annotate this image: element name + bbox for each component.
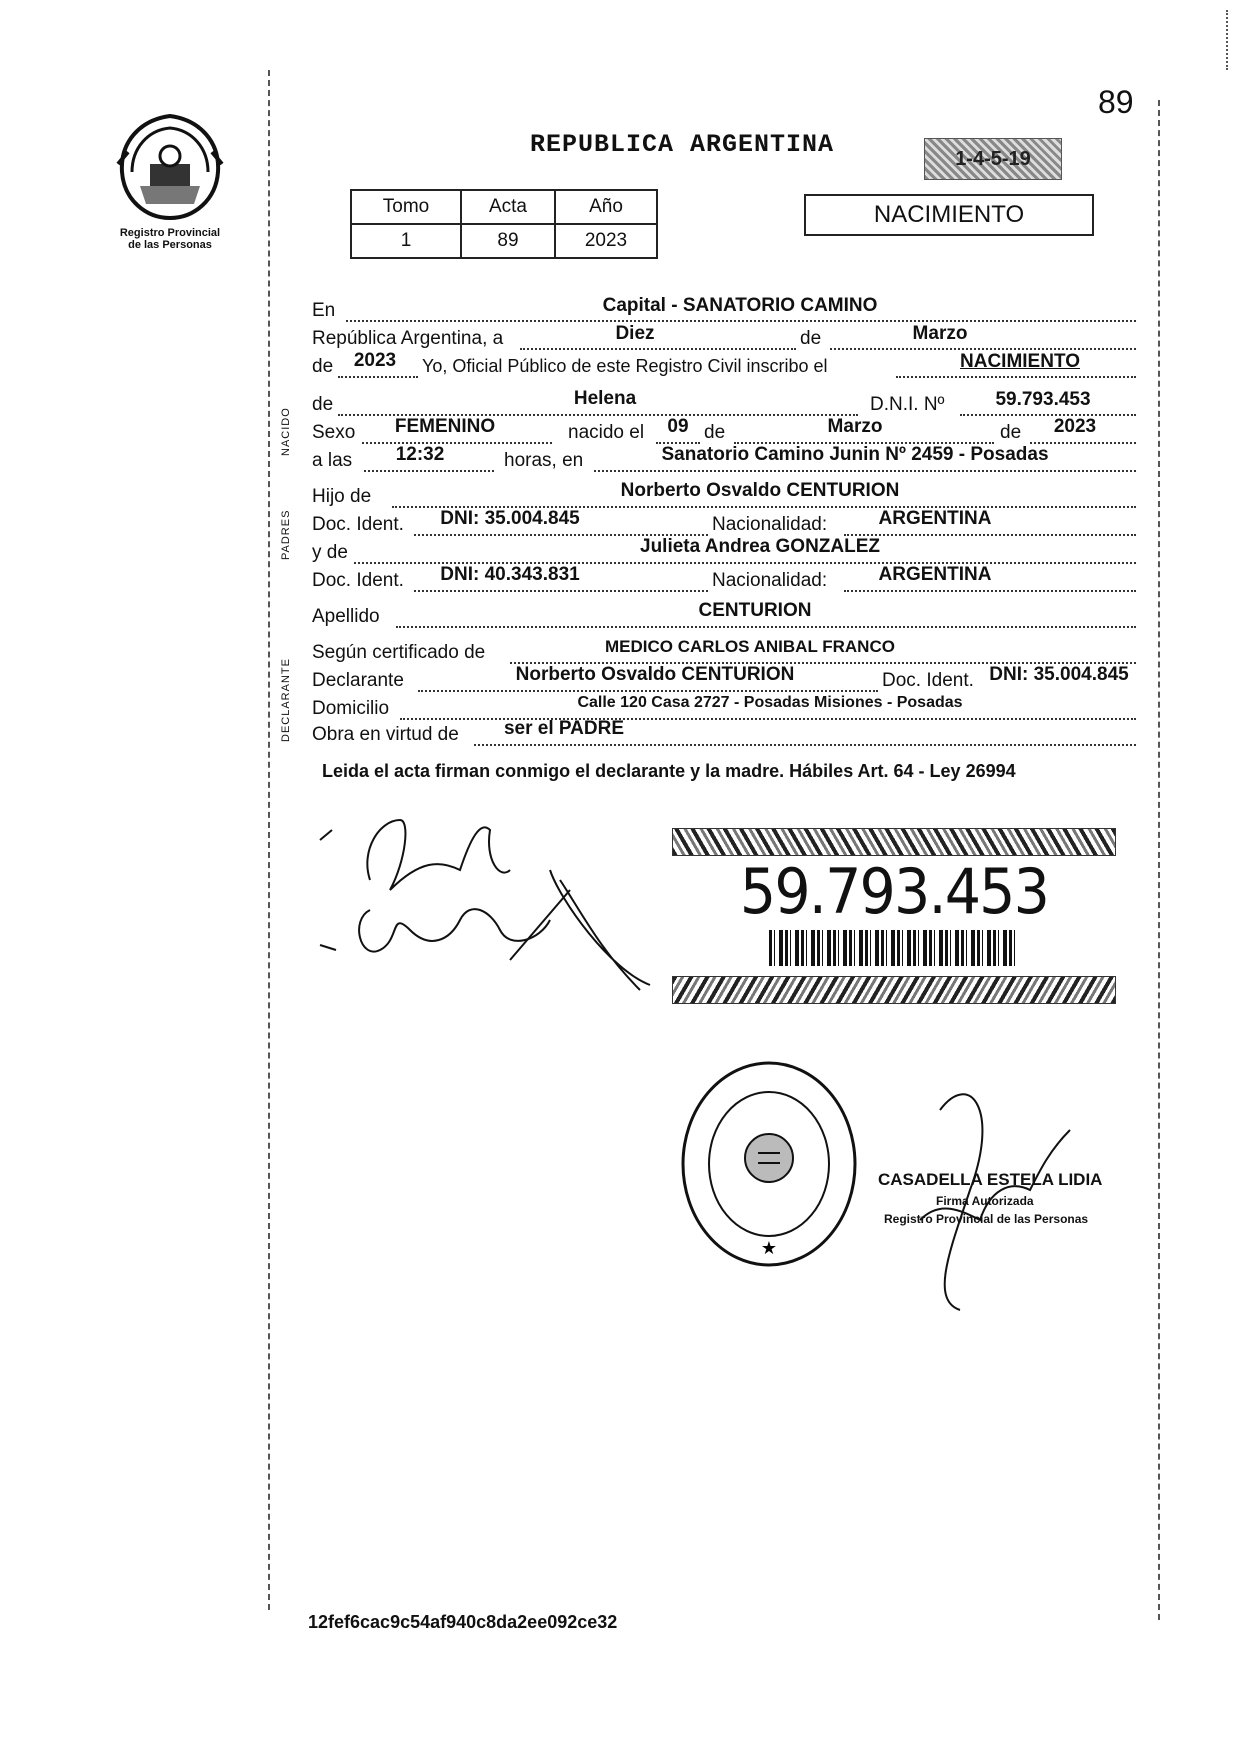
dots-virtud bbox=[474, 744, 1136, 746]
label-de-year: de bbox=[312, 356, 334, 377]
sticker-barcode bbox=[769, 930, 1019, 966]
round-stamp-graphic bbox=[678, 1058, 860, 1270]
dots-apellido bbox=[396, 626, 1136, 628]
value-nac-padre: ARGENTINA bbox=[878, 508, 992, 529]
label-en: En bbox=[312, 300, 336, 321]
value-nombre: Helena bbox=[573, 388, 637, 409]
label-nacionalidad-madre: Nacionalidad: bbox=[712, 570, 828, 591]
label-y-de: y de bbox=[312, 542, 348, 563]
label-domicilio: Domicilio bbox=[312, 698, 390, 719]
value-dni-padre: DNI: 35.004.845 bbox=[440, 508, 580, 529]
value-certificado: MEDICO CARLOS ANIBAL FRANCO bbox=[605, 637, 895, 656]
official-role: Firma Autorizada bbox=[936, 1194, 1034, 1208]
document-type-box bbox=[804, 194, 1094, 236]
dots-year bbox=[338, 376, 418, 378]
label-de-mes: de bbox=[800, 328, 822, 349]
value-dni-declarante: DNI: 35.004.845 bbox=[989, 664, 1129, 685]
td-tomo: 1 bbox=[351, 224, 461, 258]
value-anio-nac: 2023 bbox=[1053, 416, 1097, 437]
label-horas-en: horas, en bbox=[504, 450, 584, 471]
tomo-acta-anio-table bbox=[350, 189, 658, 259]
label-nacionalidad-padre: Nacionalidad: bbox=[712, 514, 828, 535]
svg-text:★: ★ bbox=[760, 1238, 778, 1258]
dots-en bbox=[346, 320, 1136, 322]
provincial-seal-icon bbox=[110, 112, 230, 222]
label-sexo: Sexo bbox=[312, 422, 356, 443]
value-madre: Julieta Andrea GONZALEZ bbox=[640, 536, 880, 557]
label-de-anio-nac: de bbox=[1000, 422, 1022, 443]
value-virtud: ser el PADRE bbox=[503, 718, 625, 739]
serial-stamp-code: 1-4-5-19 bbox=[955, 148, 1031, 170]
value-padre: Norberto Osvaldo CENTURION bbox=[620, 480, 900, 501]
td-anio: 2023 bbox=[555, 224, 657, 258]
th-tomo: Tomo bbox=[351, 190, 461, 224]
value-dia-letras: Diez bbox=[615, 323, 655, 344]
label-doc-ident-padre: Doc. Ident. bbox=[312, 514, 404, 535]
value-apellido: CENTURION bbox=[698, 600, 812, 621]
label-a-las: a las bbox=[312, 450, 353, 471]
country-title: REPUBLICA ARGENTINA bbox=[530, 130, 835, 159]
value-dia-nac: 09 bbox=[667, 416, 689, 437]
dots-dni-madre bbox=[414, 590, 708, 592]
value-domicilio: Calle 120 Casa 2727 - Posadas Misiones - Posadas bbox=[577, 694, 963, 711]
dots-declarante bbox=[418, 690, 878, 692]
parents-signatures bbox=[310, 800, 670, 1000]
label-declarante: Declarante bbox=[312, 670, 404, 691]
page-number: 89 bbox=[1098, 84, 1134, 120]
dots-lugar-nac bbox=[594, 470, 1136, 472]
sticker-bottom-band bbox=[672, 976, 1116, 1004]
td-acta: 89 bbox=[461, 224, 555, 258]
serial-stamp bbox=[924, 138, 1062, 180]
value-anio-acta: 2023 bbox=[353, 350, 397, 371]
th-acta: Acta bbox=[461, 190, 555, 224]
registry-logo-line-2: de las Personas bbox=[128, 239, 212, 251]
value-hora: 12:32 bbox=[395, 444, 445, 465]
value-sexo: FEMENINO bbox=[394, 416, 496, 437]
value-lugar-nac: Sanatorio Camino Junin Nº 2459 - Posadas bbox=[661, 444, 1049, 465]
dots-nac-madre bbox=[844, 590, 1136, 592]
label-dni: D.N.I. Nº bbox=[870, 394, 945, 415]
label-yo-oficial: Yo, Oficial Público de este Registro Civil inscribo el bbox=[422, 356, 828, 376]
value-mes-acta: Marzo bbox=[912, 323, 968, 344]
right-margin-line bbox=[1158, 100, 1160, 1620]
label-apellido: Apellido bbox=[312, 606, 380, 627]
round-stamp bbox=[678, 1058, 860, 1270]
label-obra-en-virtud: Obra en virtud de bbox=[312, 724, 459, 745]
label-nacido-el: nacido el bbox=[568, 422, 645, 443]
document-hash: 12fef6cac9c54af940c8da2ee092ce32 bbox=[308, 1612, 618, 1632]
label-doc-ident-madre: Doc. Ident. bbox=[312, 570, 404, 591]
value-nac-madre: ARGENTINA bbox=[878, 564, 992, 585]
label-hijo-de: Hijo de bbox=[312, 486, 372, 507]
value-tipo: NACIMIENTO bbox=[960, 351, 1080, 372]
sticker-dni-number: 59.793.453 bbox=[739, 855, 1049, 928]
side-label-declarante: DECLARANTE bbox=[280, 658, 292, 742]
label-segun-certificado: Según certificado de bbox=[312, 642, 486, 663]
value-lugar: Capital - SANATORIO CAMINO bbox=[602, 295, 878, 316]
registry-logo-line-1: Registro Provincial bbox=[119, 227, 221, 239]
side-label-padres: PADRES bbox=[280, 509, 292, 560]
label-de-mes-nac: de bbox=[704, 422, 726, 443]
dots-dia bbox=[520, 348, 796, 350]
side-label-nacido: NACIDO bbox=[280, 407, 292, 456]
value-dni-madre: DNI: 40.343.831 bbox=[440, 564, 580, 585]
dni-sticker bbox=[672, 828, 1116, 1012]
label-doc-ident-declarante: Doc. Ident. bbox=[882, 670, 974, 691]
value-mes-nac: Marzo bbox=[827, 416, 883, 437]
dots-tipo bbox=[896, 376, 1136, 378]
registry-logo bbox=[110, 112, 230, 262]
official-name: CASADELLA ESTELA LIDIA bbox=[878, 1170, 1103, 1189]
dots-mes bbox=[830, 348, 1136, 350]
value-dni: 59.793.453 bbox=[995, 389, 1091, 410]
value-declarante: Norberto Osvaldo CENTURION bbox=[515, 664, 795, 685]
th-anio: Año bbox=[555, 190, 657, 224]
label-de-nombre: de bbox=[312, 394, 334, 415]
official-office: Registro Provincial de las Personas bbox=[884, 1212, 1089, 1226]
document-type: NACIMIENTO bbox=[873, 201, 1025, 228]
closing-text: Leida el acta firman conmigo el declarante y la madre. Hábiles Art. 64 - Ley 26994 bbox=[322, 761, 1016, 781]
left-margin-line bbox=[268, 70, 270, 1610]
sticker-top-band bbox=[672, 828, 1116, 856]
top-right-mark bbox=[1226, 10, 1231, 70]
dots-hora bbox=[364, 470, 494, 472]
label-republica: República Argentina, a bbox=[312, 328, 504, 349]
